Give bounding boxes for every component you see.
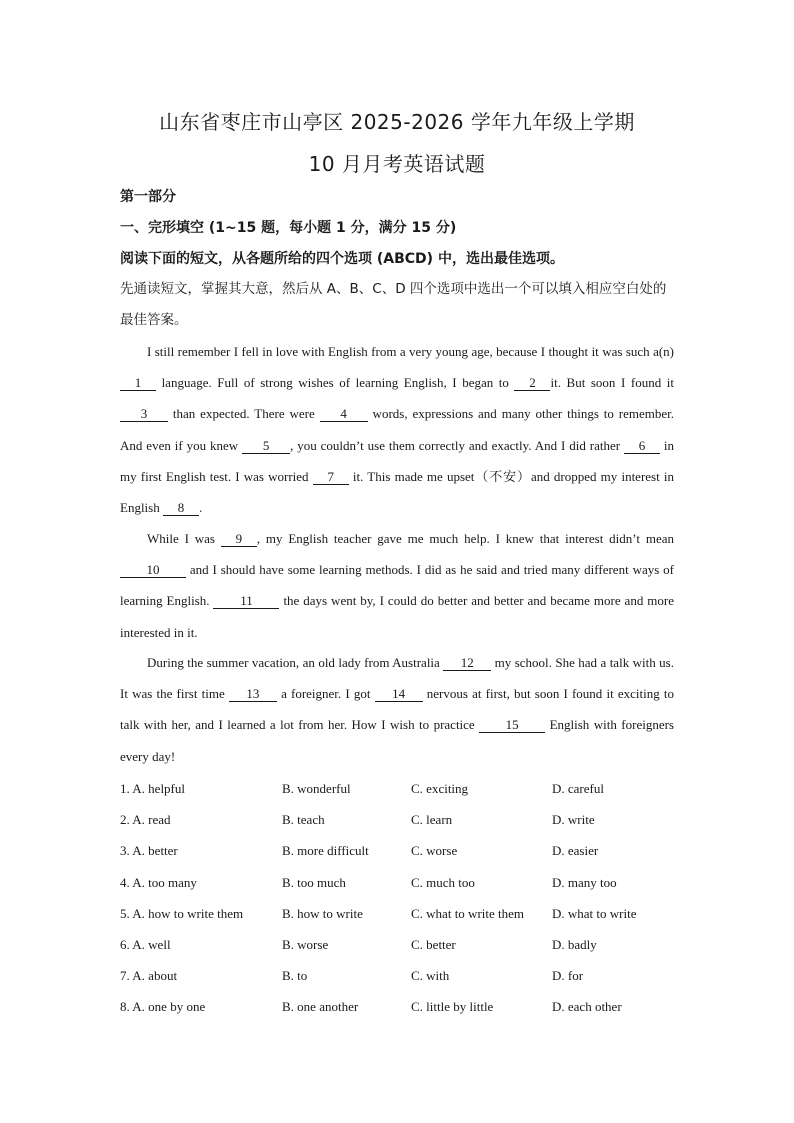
blank-11: 11 <box>213 593 279 609</box>
passage-text: During the summer vacation, an old lady from Australia <box>147 655 444 670</box>
option-d: D. write <box>552 812 595 828</box>
option-c: C. with <box>411 968 450 984</box>
option-a: 1. A. helpful <box>120 781 185 796</box>
blank-2: 2 <box>514 375 550 391</box>
section-heading: 一、完形填空 (1~15 题，每小题 1 分，满分 15 分) <box>120 220 457 236</box>
option-b: B. one another <box>282 999 359 1015</box>
blank-3: 3 <box>120 406 168 422</box>
passage-text: a foreigner. I got <box>276 686 375 702</box>
passage-text: the days went by, I could do better and better and became more and more interested in it. <box>120 593 674 640</box>
option-d: D. each other <box>552 999 622 1015</box>
blank-10: 10 <box>120 562 186 578</box>
blank-13: 13 <box>229 686 277 702</box>
option-b: B. more difficult <box>282 843 369 859</box>
option-row-7 <box>120 960 680 991</box>
passage-text: and I should have some learning methods. I did as he said and tried many different ways of learning English. <box>120 562 674 609</box>
option-row-1 <box>120 773 680 804</box>
passage-text: , you couldn’t use them correctly and exactly. And I did rather <box>290 437 624 453</box>
option-b: B. how to write <box>282 905 363 921</box>
option-row-4 <box>120 867 680 898</box>
option-d: D. careful <box>552 781 604 796</box>
option-b: B. too much <box>282 874 346 890</box>
passage-text: , my English teacher gave me much help. I knew that interest didn’t mean <box>256 531 674 546</box>
option-a: 5. A. how to write them <box>120 905 244 921</box>
option-a: 6. A. well <box>120 936 171 952</box>
passage-paragraph-1 <box>120 336 674 523</box>
blank-12: 12 <box>443 655 491 671</box>
option-c: C. better <box>411 936 456 952</box>
passage-text: than expected. There were <box>168 406 320 422</box>
passage-text: nervous at first, but soon I found it exciting to talk with her, and I learned a lot from her. How I wish to practice <box>120 686 674 733</box>
passage-paragraph-3 <box>120 647 674 772</box>
option-b: B. worse <box>282 936 329 952</box>
option-d: D. easier <box>552 843 599 859</box>
instruction-bold: 阅读下面的短文，从各题所给的四个选项 (ABCD) 中，选出最佳选项。 <box>120 251 564 267</box>
passage-text: English with foreigners every day! <box>120 717 674 764</box>
option-row-6 <box>120 929 680 960</box>
blank-8: 8 <box>163 500 199 516</box>
instruction-text: 先通读短文，掌握其大意，然后从 A、B、C、D 四个选项中选出一个可以填入相应空白处的最佳答案。 <box>120 281 667 328</box>
option-b: B. wonderful <box>282 781 351 796</box>
option-b: B. teach <box>282 812 325 828</box>
option-row-5 <box>120 898 680 929</box>
blank-15: 15 <box>479 717 545 733</box>
answer-options <box>120 773 680 1023</box>
blank-6: 6 <box>624 438 660 454</box>
option-c: C. little by little <box>411 999 494 1015</box>
passage-text: my school. She had a talk with us. It was the first time <box>120 655 674 702</box>
passage-paragraph-2 <box>120 523 674 648</box>
blank-4: 4 <box>320 406 368 422</box>
option-a: 8. A. one by one <box>120 999 206 1015</box>
passage-text: language. Full of strong wishes of learning English, I began to <box>156 375 515 391</box>
exam-title-line2: 10 月月考英语试题 <box>308 152 486 176</box>
passage-text: While I was <box>147 531 221 546</box>
passage-text: it. But soon I found it <box>550 375 674 391</box>
option-a: 7. A. about <box>120 968 178 984</box>
option-a: 3. A. better <box>120 843 178 859</box>
passage-text: it. This made me upset（不安）and dropped my interest in English <box>120 468 674 516</box>
option-c: C. what to write them <box>411 905 525 921</box>
option-b: B. to <box>282 968 308 984</box>
passage-text: I still remember I fell in love with English from a very young age, because I thought it was such a(n) <box>147 344 674 359</box>
option-d: D. badly <box>552 936 597 952</box>
option-c: C. worse <box>411 843 458 859</box>
blank-14: 14 <box>375 686 423 702</box>
option-a: 2. A. read <box>120 812 171 828</box>
option-d: D. many too <box>552 874 617 890</box>
option-row-2 <box>120 804 680 835</box>
passage-text: . <box>198 500 203 516</box>
option-a: 4. A. too many <box>120 874 197 890</box>
option-d: D. for <box>552 968 584 984</box>
exam-title-line1: 山东省枣庄市山亭区 2025-2026 学年九年级上学期 <box>159 110 635 134</box>
option-d: D. what to write <box>552 905 637 921</box>
passage-text: in my first English test. I was worried <box>120 437 674 484</box>
blank-5: 5 <box>242 438 290 454</box>
part-heading: 第一部分 <box>120 189 176 205</box>
option-row-3 <box>120 835 680 866</box>
option-c: C. learn <box>411 812 453 828</box>
option-c: C. much too <box>411 874 475 890</box>
passage-text: words, expressions and many other things to remember. And even if you knew <box>120 406 675 453</box>
option-c: C. exciting <box>411 781 469 796</box>
option-row-8 <box>120 991 680 1022</box>
blank-9: 9 <box>221 531 257 547</box>
blank-1: 1 <box>120 375 156 391</box>
blank-7: 7 <box>313 469 349 485</box>
